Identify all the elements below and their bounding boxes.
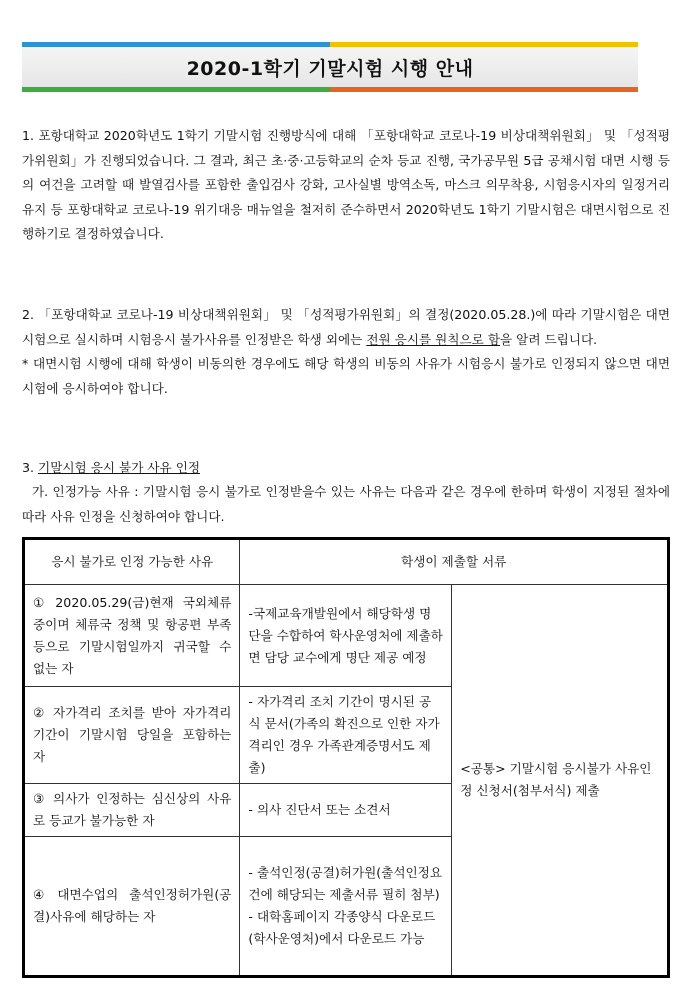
doc-cell: - 출석인정(공결)허가원(출석인정요건에 해당되는 제출서류 필히 첨부) - 대학홈페이지 각종양식 다운로드(학사운영처)에서 다운로드 가능	[240, 837, 452, 977]
doc-cell: - 의사 진단서 또는 소견서	[240, 784, 452, 837]
section-2-text	[22, 303, 670, 352]
doc-cell: -국제교육개발원에서 해당학생 명단을 수합하여 학사운영처에 제출하면 담당 교수에게 명단 제공 예정	[240, 585, 452, 687]
reason-cell	[24, 784, 240, 837]
reasons-table	[22, 537, 670, 978]
reason-text: 2020.05.29(금)현재 국외체류 중이며 체류국 정책 및 항공편 부족 등으로 기말시험일까지 귀국할 수 없는 자	[33, 594, 232, 676]
section-2-text-after: 을 알려 드립니다.	[500, 331, 598, 347]
table-header-row	[24, 539, 669, 585]
row-number: ①	[33, 594, 50, 610]
section-3-number: 3.	[22, 460, 39, 475]
section-2	[22, 303, 670, 401]
section-3-heading	[22, 456, 200, 480]
section-1-text: 1. 포항대학교 2020학년도 1학기 기말시험 진행방식에 대해 「포항대학교 코로나-19 비상대책위원회」 및 「성적평가위원회」가 진행되었습니다. 그 결과, 최근 초·중·고등학교의 순차 등교 진행, 국가공무원 5급 공채시험 대면 시행 등의 여건을 고려할 때 발열검사를 포함한 출입검사 강화, 고사실별 방역소독, 마스크 의무착용, 시험응시자의 일정거리 유지 등 포항대학교 코로나-19 위기대응 매뉴얼을 철저히 준수하면서 2020학년도 1학기 기말시험은 대면시험으로 진행하기로 결정하였습니다.	[22, 128, 670, 241]
section-2-text-before: 2. 「포항대학교 코로나-19 비상대책위원회」 및 「성적평가위원회」의 결정(2020.05.28.)에 따라 기말시험은 대면시험으로 실시하며 시험응시 불가사유를 인정받은 학생 외에는	[22, 307, 670, 347]
section-3-sub-text: 가. 인정가능 사유 : 기말시험 응시 불가로 인정받을수 있는 사유는 다음과 같은 경우에 한하며 학생이 지정된 절차에 따라 사유 인정을 신청하여야 합니다.	[22, 484, 670, 524]
banner-bottom-stripe	[22, 87, 638, 92]
row-number: ②	[33, 705, 48, 720]
section-3-title: 기말시험 응시 불가 사유 인정	[38, 460, 201, 475]
section-2-emphasis: 전원 응시를 원칙으로 함	[366, 331, 500, 347]
section-1	[22, 124, 670, 247]
reason-text: 의사가 인정하는 심신상의 사유로 등교가 불가능한 자	[33, 791, 232, 828]
common-doc-cell: <공통> 기말시험 응시불가 사유인정 신청서(첨부서식) 제출	[452, 585, 669, 977]
row-number: ③	[33, 791, 48, 806]
section-3	[22, 456, 200, 480]
reason-cell	[24, 585, 240, 687]
title-banner	[22, 42, 638, 92]
doc-cell: - 자가격리 조치 기간이 명시된 공식 문서(가족의 확진으로 인한 자가격리인 경우 가족관계증명서도 제출)	[240, 687, 452, 784]
section-3-sub	[22, 480, 670, 529]
header-reason: 응시 불가로 인정 가능한 사유	[24, 539, 240, 585]
reason-cell	[24, 837, 240, 977]
page-title: 2020-1학기 기말시험 시행 안내	[186, 57, 474, 80]
reason-text: 자가격리 조치를 받아 자가격리 기간이 기말시험 당일을 포함하는 자	[33, 705, 232, 764]
section-2-note: * 대면시험 시행에 대해 학생이 비동의한 경우에도 해당 학생의 비동의 사유가 시험응시 불가로 인정되지 않으면 대면시험에 응시하여야 합니다.	[22, 356, 670, 396]
table-row	[24, 585, 669, 687]
reason-cell	[24, 687, 240, 784]
header-docs: 학생이 제출할 서류	[240, 539, 669, 585]
row-number: ④	[33, 887, 52, 902]
reason-text: 대면수업의 출석인정허가원(공결)사유에 해당하는 자	[33, 887, 232, 924]
